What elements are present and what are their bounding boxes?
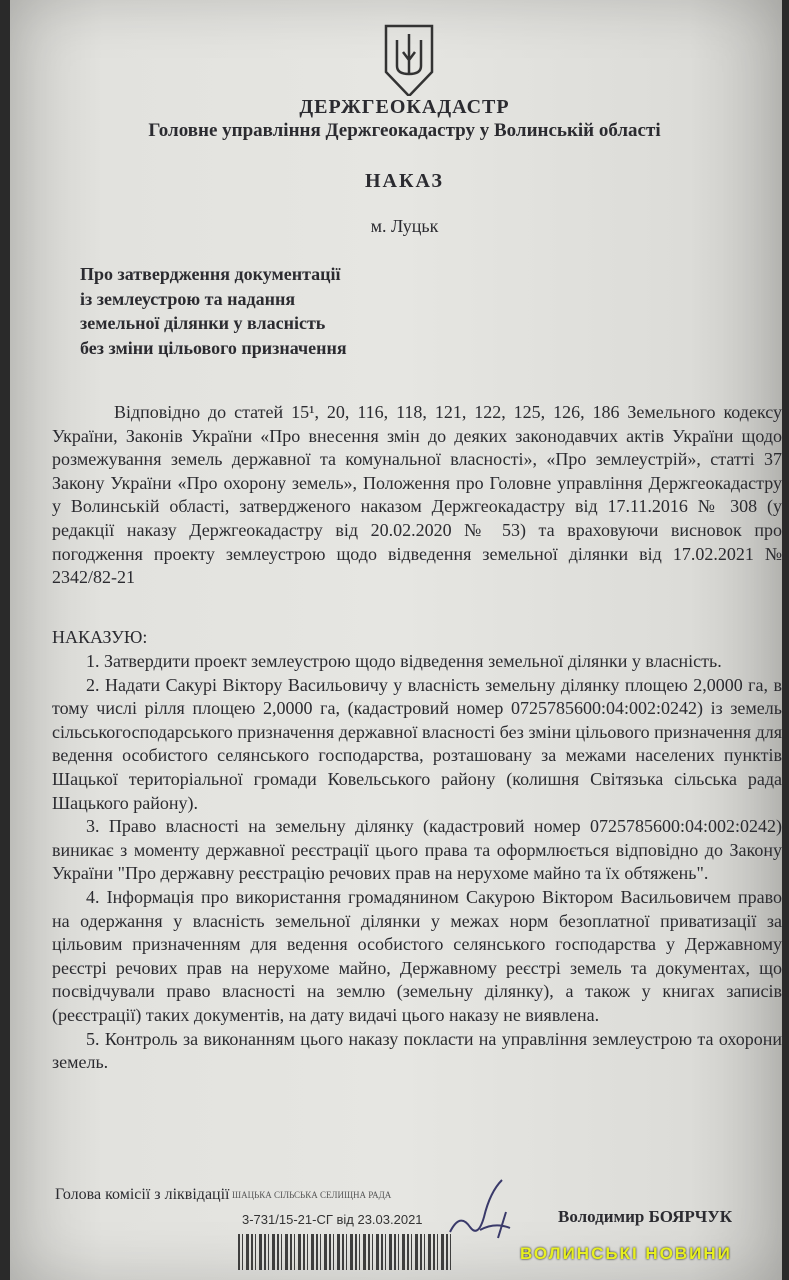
order-items xyxy=(52,650,782,1075)
order-item: 4. Інформація про використання громадянином Сакурою Віктором Васильовичем право на одержання у власність земельної ділянки у межах норм безоплатної приватизації за цільовим призначенням для ведення особистого селянського господарства у Державному реєстрі речових прав на нерухоме майно, Державному реєстрі земель та документах, що посвідчували право власності на землю (земельну ділянку), а також у книгах записів (реєстрації) таких документів, на дату видачі цього наказу не виявлена. xyxy=(52,886,782,1025)
subject-line: Про затвердження документації xyxy=(80,264,341,284)
barcode xyxy=(238,1234,454,1270)
signature-icon xyxy=(440,1172,530,1242)
registration-number: 3-731/15-21-СГ від 23.03.2021 xyxy=(242,1212,423,1227)
department-name: Головне управління Держгеокадастру у Волинській області xyxy=(148,120,661,141)
agency-name: ДЕРЖГЕОКАДАСТР xyxy=(299,96,510,118)
order-subject xyxy=(80,262,440,360)
stamp-text: ШАЦЬКА СІЛЬСЬКА СЕЛИЩНА РАДА xyxy=(232,1190,392,1200)
trident-emblem-icon xyxy=(382,22,436,96)
order-heading: НАКАЗУЮ: xyxy=(52,627,148,647)
signer-name: Володимир БОЯРЧУК xyxy=(558,1207,733,1226)
watermark: ВОЛИНСЬКІ НОВИНИ xyxy=(520,1244,732,1263)
subject-line: земельної ділянки у власність xyxy=(80,313,326,333)
signer-title: Голова комісії з ліквідації xyxy=(55,1186,230,1203)
document-page xyxy=(10,0,782,1280)
subject-line: із землеустрою та надання xyxy=(80,288,296,309)
intro-paragraph: Відповідно до статей 15¹, 20, 116, 118, 121, 122, 125, 126, 186 Земельного кодексу України, Законів України «Про внесення змін до деяких законодавчих актів України щодо розмежування земель державної та комунальної власності», «Про землеустрій», статті 37 Закону України «Про охорону земель», Положення про Головне управління Держгеокадастру у Волинській області, затвердженого наказом Держгеокадастру від 17.11.2016 № 308 (у редакції наказу Держгеокадастру від 20.02.2020 № 53) та враховуючи висновок про погодження проекту землеустрою щодо відведення земельної ділянки від 17.02.2021 № 2342/82-21 xyxy=(52,402,782,588)
document-type: НАКАЗ xyxy=(364,170,444,192)
order-item: 3. Право власності на земельну ділянку (кадастровий номер 0725785600:04:002:0242) виникає з моменту державної реєстрації цього права та оформлюється відповідно до Закону України "Про державну реєстрацію речових прав на нерухоме майно та їх обтяжень". xyxy=(52,816,782,884)
order-item: 1. Затвердити проект землеустрою щодо відведення земельної ділянки у власність. xyxy=(86,651,722,671)
subject-line: без зміни цільового призначення xyxy=(80,337,347,358)
document-city: м. Луцьк xyxy=(370,216,439,236)
order-item: 2. Надати Сакурі Віктору Васильовичу у власність земельну ділянку площею 2,0000 га, в тому числі рілля площею 2,0000 га, (кадастровий номер 0725785600:04:002:0242) із земель сільськогосподарського призначення державної власності без зміни цільового призначення для ведення особистого селянського господарства, розташовану за межами населених пунктів Шацької територіальної громади Ковельського району (колишня Світязька сільська рада Шацького району). xyxy=(52,674,782,813)
order-item: 5. Контроль за виконанням цього наказу покласти на управління землеустрою та охорони земель. xyxy=(52,1028,782,1073)
